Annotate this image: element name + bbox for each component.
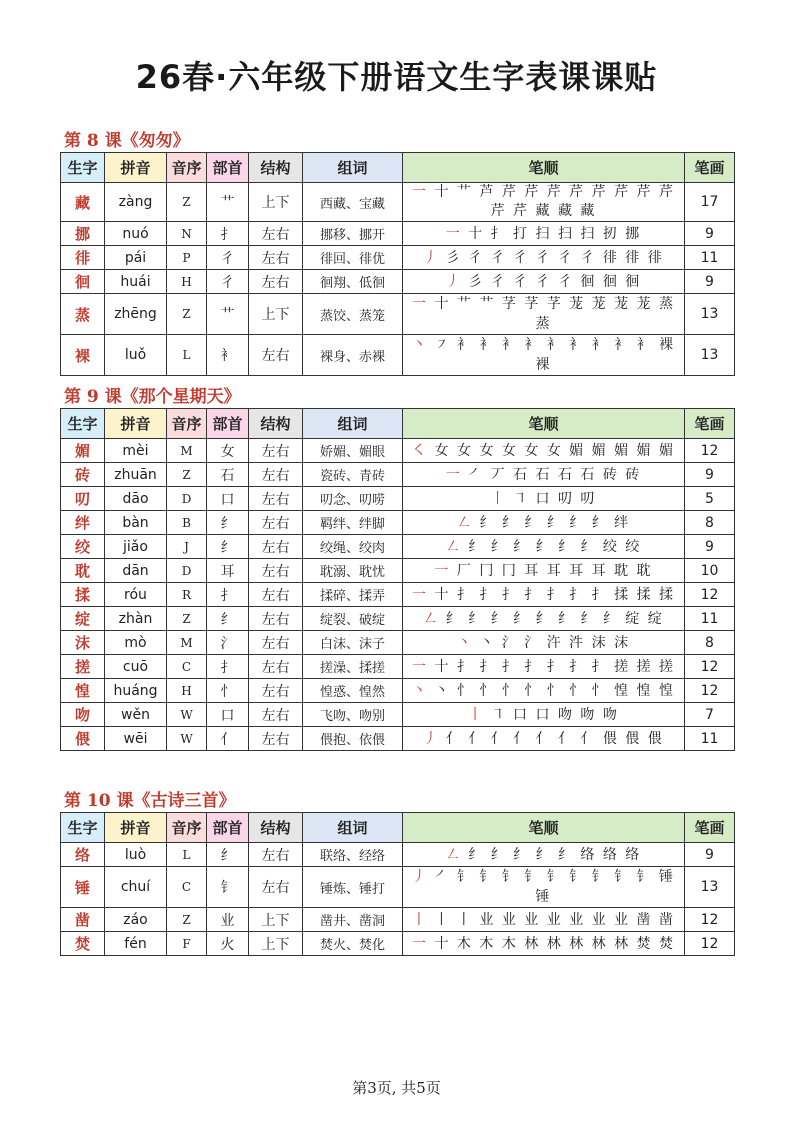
column-header-radical: 部首 [207,153,249,183]
table-row [61,535,735,559]
vocab-table [60,408,735,751]
cell-char: 搓 [61,655,105,679]
cell-words: 锤炼、锤打 [303,867,403,908]
cell-count: 11 [685,607,735,631]
cell-pinyin: huáng [105,679,167,703]
cell-structure: 左右 [249,583,303,607]
cell-count: 10 [685,559,735,583]
cell-char: 挪 [61,222,105,246]
cell-char: 络 [61,843,105,867]
table-row [61,183,735,222]
cell-pinyin: wěn [105,703,167,727]
cell-char: 徊 [61,270,105,294]
cell-order: Z [167,294,207,335]
table-row [61,222,735,246]
cell-words: 挪移、挪开 [303,222,403,246]
column-header-words: 组词 [303,813,403,843]
cell-structure: 上下 [249,183,303,222]
cell-char: 焚 [61,932,105,956]
cell-count: 12 [685,655,735,679]
column-header-pinyin: 拼音 [105,153,167,183]
cell-strokes: ㇜ 纟 纟 纟 纟 纟 络 络 络 [403,843,685,867]
cell-structure: 左右 [249,631,303,655]
cell-words: 白沫、沫子 [303,631,403,655]
cell-order: H [167,270,207,294]
cell-radical: 忄 [207,679,249,703]
cell-pinyin: mèi [105,439,167,463]
cell-pinyin: dāo [105,487,167,511]
cell-pinyin: záo [105,908,167,932]
table-row [61,559,735,583]
cell-order: W [167,703,207,727]
cell-count: 9 [685,222,735,246]
cell-structure: 左右 [249,559,303,583]
cell-order: D [167,559,207,583]
cell-words: 偎抱、依偎 [303,727,403,751]
cell-radical: 扌 [207,655,249,679]
cell-order: M [167,631,207,655]
cell-radical: 纟 [207,535,249,559]
cell-char: 凿 [61,908,105,932]
table-row [61,487,735,511]
cell-char: 绞 [61,535,105,559]
cell-pinyin: jiǎo [105,535,167,559]
cell-radical: 扌 [207,222,249,246]
column-header-count: 笔画 [685,153,735,183]
cell-count: 12 [685,932,735,956]
lesson-heading: 第 10 课《古诗三首》 [64,791,236,811]
cell-structure: 左右 [249,679,303,703]
table-row [61,607,735,631]
cell-words: 裸身、赤裸 [303,335,403,376]
column-header-strokes: 笔顺 [403,153,685,183]
table-row [61,294,735,335]
column-header-count: 笔画 [685,409,735,439]
table-row [61,932,735,956]
cell-count: 12 [685,679,735,703]
cell-words: 搓澡、揉搓 [303,655,403,679]
vocab-table [60,812,735,956]
cell-strokes: 丶 丶 氵 氵 汻 汼 沫 沫 [403,631,685,655]
cell-count: 13 [685,294,735,335]
cell-words: 惶惑、惶然 [303,679,403,703]
cell-strokes: 一 十 艹 芦 芹 芹 芹 芹 芹 芹 芹 芹 芹 芹 藏 藏 藏 [403,183,685,222]
column-header-char: 生字 [61,409,105,439]
cell-words: 西藏、宝藏 [303,183,403,222]
cell-char: 绽 [61,607,105,631]
cell-pinyin: fén [105,932,167,956]
cell-strokes: 丨 丨 丨 业 业 业 业 业 业 业 凿 凿 [403,908,685,932]
cell-count: 13 [685,867,735,908]
cell-strokes: 一 厂 冂 冂 耳 耳 耳 耳 耽 耽 [403,559,685,583]
column-header-order: 音序 [167,409,207,439]
page-title: 26春·六年级下册语文生字表课课贴 [135,58,658,96]
cell-count: 7 [685,703,735,727]
cell-order: P [167,246,207,270]
cell-radical: 火 [207,932,249,956]
cell-structure: 左右 [249,335,303,376]
cell-count: 17 [685,183,735,222]
cell-radical: 彳 [207,270,249,294]
cell-radical: 石 [207,463,249,487]
cell-order: Z [167,463,207,487]
table-row [61,727,735,751]
cell-strokes: 丿 彡 彳 彳 彳 彳 徊 徊 徊 [403,270,685,294]
cell-radical: 艹 [207,183,249,222]
table-row [61,335,735,376]
cell-pinyin: chuí [105,867,167,908]
column-header-order: 音序 [167,813,207,843]
cell-pinyin: luò [105,843,167,867]
cell-strokes: ㇜ 纟 纟 纟 纟 纟 纟 绞 绞 [403,535,685,559]
column-header-strokes: 笔顺 [403,409,685,439]
cell-count: 9 [685,843,735,867]
table-header-row [61,153,735,183]
column-header-order: 音序 [167,153,207,183]
cell-structure: 左右 [249,439,303,463]
cell-strokes: 一 十 扌 扌 扌 扌 扌 扌 扌 揉 揉 揉 [403,583,685,607]
cell-order: F [167,932,207,956]
table-row [61,631,735,655]
column-header-pinyin: 拼音 [105,813,167,843]
table-row [61,511,735,535]
cell-words: 耽溺、耽忧 [303,559,403,583]
cell-structure: 左右 [249,511,303,535]
cell-count: 12 [685,439,735,463]
cell-structure: 左右 [249,270,303,294]
cell-order: W [167,727,207,751]
cell-count: 12 [685,583,735,607]
cell-structure: 上下 [249,294,303,335]
cell-pinyin: mò [105,631,167,655]
cell-char: 绊 [61,511,105,535]
cell-order: Z [167,908,207,932]
cell-char: 惶 [61,679,105,703]
cell-words: 揉碎、揉弄 [303,583,403,607]
column-header-radical: 部首 [207,409,249,439]
cell-strokes: 一 十 艹 艹 芓 芓 芓 茏 茏 茏 茏 蒸 蒸 [403,294,685,335]
cell-order: L [167,335,207,376]
cell-strokes: ㇛ 女 女 女 女 女 女 媚 媚 媚 媚 媚 [403,439,685,463]
cell-strokes: 丿 ㇒ 钅 钅 钅 钅 钅 钅 钅 钅 钅 锤 锤 [403,867,685,908]
cell-order: J [167,535,207,559]
cell-strokes: 丨 ㇕ 口 叨 叨 [403,487,685,511]
table-header-row [61,409,735,439]
cell-structure: 左右 [249,843,303,867]
cell-words: 飞吻、吻别 [303,703,403,727]
cell-strokes: 丿 亻 亻 亻 亻 亻 亻 亻 偎 偎 偎 [403,727,685,751]
cell-words: 徘回、徘优 [303,246,403,270]
table-row [61,655,735,679]
table-row [61,843,735,867]
column-header-structure: 结构 [249,153,303,183]
cell-pinyin: luǒ [105,335,167,376]
cell-count: 8 [685,511,735,535]
cell-strokes: 丶 ㇇ 衤 衤 衤 衤 衤 衤 衤 衤 衤 裸 裸 [403,335,685,376]
cell-radical: 业 [207,908,249,932]
cell-words: 羁绊、绊脚 [303,511,403,535]
table-row [61,583,735,607]
table-row [61,246,735,270]
cell-structure: 左右 [249,867,303,908]
cell-order: D [167,487,207,511]
cell-words: 徊翔、低徊 [303,270,403,294]
cell-words: 焚火、焚化 [303,932,403,956]
cell-char: 砖 [61,463,105,487]
cell-pinyin: zàng [105,183,167,222]
cell-order: N [167,222,207,246]
table-row [61,463,735,487]
lesson-heading: 第 9 课《那个星期天》 [64,387,241,407]
cell-char: 偎 [61,727,105,751]
cell-words: 蒸饺、蒸笼 [303,294,403,335]
cell-strokes: 丶 丶 忄 忄 忄 忄 忄 忄 忄 惶 惶 惶 [403,679,685,703]
cell-count: 9 [685,463,735,487]
cell-char: 锤 [61,867,105,908]
cell-order: H [167,679,207,703]
vocab-table [60,152,735,376]
cell-strokes: 一 十 扌 打 扫 扫 扫 扨 挪 [403,222,685,246]
cell-strokes: 一 十 木 木 木 林 林 林 林 林 焚 焚 [403,932,685,956]
column-header-structure: 结构 [249,813,303,843]
cell-char: 徘 [61,246,105,270]
column-header-pinyin: 拼音 [105,409,167,439]
cell-words: 瓷砖、青砖 [303,463,403,487]
cell-char: 藏 [61,183,105,222]
column-header-char: 生字 [61,153,105,183]
cell-structure: 上下 [249,908,303,932]
cell-pinyin: wēi [105,727,167,751]
cell-radical: 亻 [207,727,249,751]
cell-radical: 口 [207,487,249,511]
cell-char: 揉 [61,583,105,607]
cell-count: 5 [685,487,735,511]
cell-order: R [167,583,207,607]
cell-radical: 口 [207,703,249,727]
cell-order: Z [167,607,207,631]
cell-order: B [167,511,207,535]
cell-count: 11 [685,727,735,751]
cell-pinyin: huái [105,270,167,294]
cell-char: 吻 [61,703,105,727]
cell-char: 蒸 [61,294,105,335]
cell-radical: 艹 [207,294,249,335]
cell-pinyin: zhuān [105,463,167,487]
cell-order: C [167,655,207,679]
table-row [61,679,735,703]
cell-strokes: 一 ㇒ 丆 石 石 石 石 砖 砖 [403,463,685,487]
column-header-count: 笔画 [685,813,735,843]
cell-structure: 左右 [249,487,303,511]
cell-count: 13 [685,335,735,376]
cell-order: Z [167,183,207,222]
cell-structure: 左右 [249,535,303,559]
table-row [61,867,735,908]
cell-radical: 衤 [207,335,249,376]
column-header-radical: 部首 [207,813,249,843]
column-header-structure: 结构 [249,409,303,439]
cell-structure: 左右 [249,463,303,487]
cell-radical: 纟 [207,511,249,535]
cell-char: 耽 [61,559,105,583]
cell-structure: 左右 [249,222,303,246]
cell-count: 12 [685,908,735,932]
table-header-row [61,813,735,843]
cell-strokes: 一 十 扌 扌 扌 扌 扌 扌 扌 搓 搓 搓 [403,655,685,679]
column-header-words: 组词 [303,409,403,439]
cell-radical: 纟 [207,607,249,631]
cell-radical: 氵 [207,631,249,655]
cell-count: 11 [685,246,735,270]
cell-strokes: 丨 ㇕ 口 口 吻 吻 吻 [403,703,685,727]
cell-words: 凿井、凿洞 [303,908,403,932]
cell-words: 娇媚、媚眼 [303,439,403,463]
column-header-char: 生字 [61,813,105,843]
cell-words: 绽裂、破绽 [303,607,403,631]
cell-pinyin: róu [105,583,167,607]
table-row [61,439,735,463]
lesson-heading: 第 8 课《匆匆》 [64,131,190,151]
table-row [61,908,735,932]
cell-strokes: ㇜ 纟 纟 纟 纟 纟 纟 纟 纟 绽 绽 [403,607,685,631]
column-header-words: 组词 [303,153,403,183]
cell-char: 裸 [61,335,105,376]
cell-radical: 彳 [207,246,249,270]
cell-radical: 钅 [207,867,249,908]
cell-pinyin: cuō [105,655,167,679]
cell-radical: 耳 [207,559,249,583]
cell-count: 9 [685,270,735,294]
cell-pinyin: pái [105,246,167,270]
cell-order: C [167,867,207,908]
cell-char: 媚 [61,439,105,463]
cell-pinyin: bàn [105,511,167,535]
cell-radical: 纟 [207,843,249,867]
cell-structure: 上下 [249,932,303,956]
table-row [61,703,735,727]
cell-order: L [167,843,207,867]
table-row [61,270,735,294]
cell-words: 联络、经络 [303,843,403,867]
page-footer: 第3页, 共5页 [352,1079,441,1097]
cell-structure: 左右 [249,703,303,727]
cell-char: 叨 [61,487,105,511]
cell-pinyin: nuó [105,222,167,246]
cell-pinyin: zhàn [105,607,167,631]
cell-order: M [167,439,207,463]
cell-pinyin: zhēng [105,294,167,335]
cell-strokes: 丿 彡 彳 彳 彳 彳 彳 彳 徘 徘 徘 [403,246,685,270]
cell-count: 8 [685,631,735,655]
cell-structure: 左右 [249,246,303,270]
column-header-strokes: 笔顺 [403,813,685,843]
cell-words: 绞绳、绞肉 [303,535,403,559]
cell-structure: 左右 [249,607,303,631]
cell-strokes: ㇜ 纟 纟 纟 纟 纟 纟 绊 [403,511,685,535]
cell-radical: 扌 [207,583,249,607]
cell-structure: 左右 [249,655,303,679]
cell-radical: 女 [207,439,249,463]
cell-char: 沫 [61,631,105,655]
cell-words: 叨念、叨唠 [303,487,403,511]
cell-structure: 左右 [249,727,303,751]
cell-count: 9 [685,535,735,559]
cell-pinyin: dān [105,559,167,583]
